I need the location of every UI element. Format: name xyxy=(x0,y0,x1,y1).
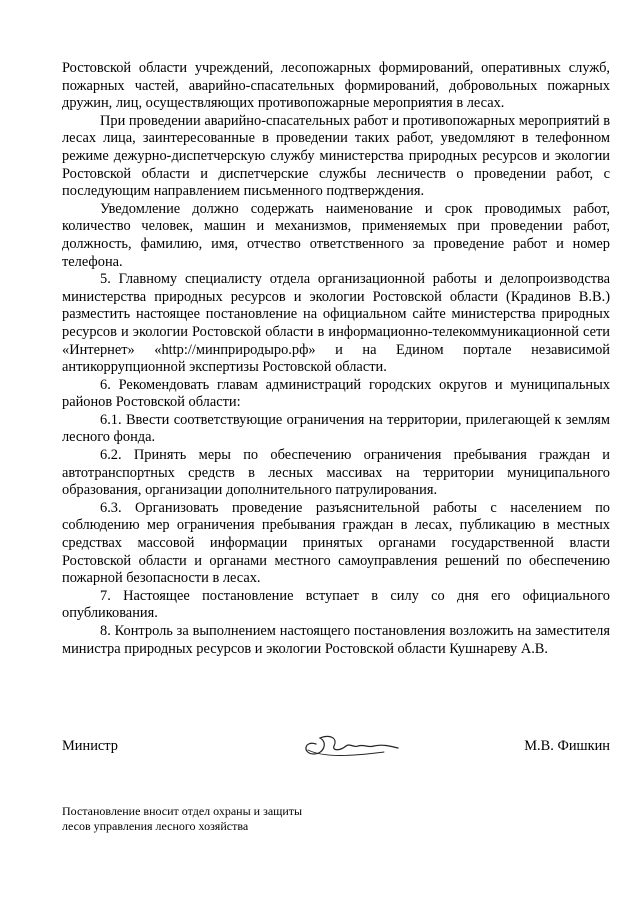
paragraph: 7. Настоящее постановление вступает в силу со дня его официального опубликования. xyxy=(62,587,610,622)
prepared-by-note xyxy=(62,804,462,833)
signer-title: Министр xyxy=(62,738,118,754)
signer-name: М.В. Фишкин xyxy=(524,738,610,754)
paragraph: 6.1. Ввести соответствующие ограничения на территории, прилегающей к землям лесного фонда. xyxy=(62,411,610,446)
paragraph: Уведомление должно содержать наименование и срок проводимых работ, количество человек, машин и механизмов, применяемых при проведении работ, должность, фамилию, имя, отчество ответственного за проведение работ и номер телефона. xyxy=(62,200,610,270)
handwritten-signature-icon xyxy=(294,724,404,768)
paragraph: 6. Рекомендовать главам администраций городских округов и муниципальных районов Ростовской области: xyxy=(62,376,610,411)
footnote-line: Постановление вносит отдел охраны и защиты xyxy=(62,804,303,818)
paragraph: 5. Главному специалисту отдела организационной работы и делопроизводства министерства природных ресурсов и экологии Ростовской области (Крадинов В.В.) разместить настоящее постановление на официальном сайте министерства природных ресурсов и экологии Ростовской области в информационно-телекоммуникационной сети «Интернет» «http://минприродыро.рф» и на Едином портале независимой антикоррупционной экспертизы Ростовской области. xyxy=(62,271,610,376)
document-body xyxy=(62,60,610,658)
paragraph: 6.2. Принять меры по обеспечению ограничения пребывания граждан и автотранспортных средств в лесных массивах на территории муниципального образования, организации дополнительного патрулирования. xyxy=(62,447,610,499)
paragraph: Ростовской области учреждений, лесопожарных формирований, оперативных служб, пожарных частей, аварийно-спасательных формирований, добровольных пожарных дружин, лиц, осуществляющих противопожарные мероприятия в лесах. xyxy=(62,60,610,112)
paragraph: 6.3. Организовать проведение разъяснительной работы с населением по соблюдению мер ограничения пребывания граждан в лесах, публикацию в местных средствах массовой информации принятых органами государственной власти Ростовской области и органами местного самоуправления решений по обеспечению пожарной безопасности в лесах. xyxy=(62,499,610,587)
paragraph: При проведении аварийно-спасательных работ и противопожарных мероприятий в лесах лица, заинтересованные в проведении таких работ, уведомляют в телефонном режиме дежурно-диспетчерскую службу министерства природных ресурсов и экологии Ростовской области и диспетчерские службы лесничеств о проведении работ, с последующим направлением письменного подтверждения. xyxy=(62,112,610,200)
paragraph: 8. Контроль за выполнением настоящего постановления возложить на заместителя министра природных ресурсов и экологии Ростовской области Кушнареву А.В. xyxy=(62,623,610,657)
footnote-line: лесов управления лесного хозяйства xyxy=(62,818,249,833)
